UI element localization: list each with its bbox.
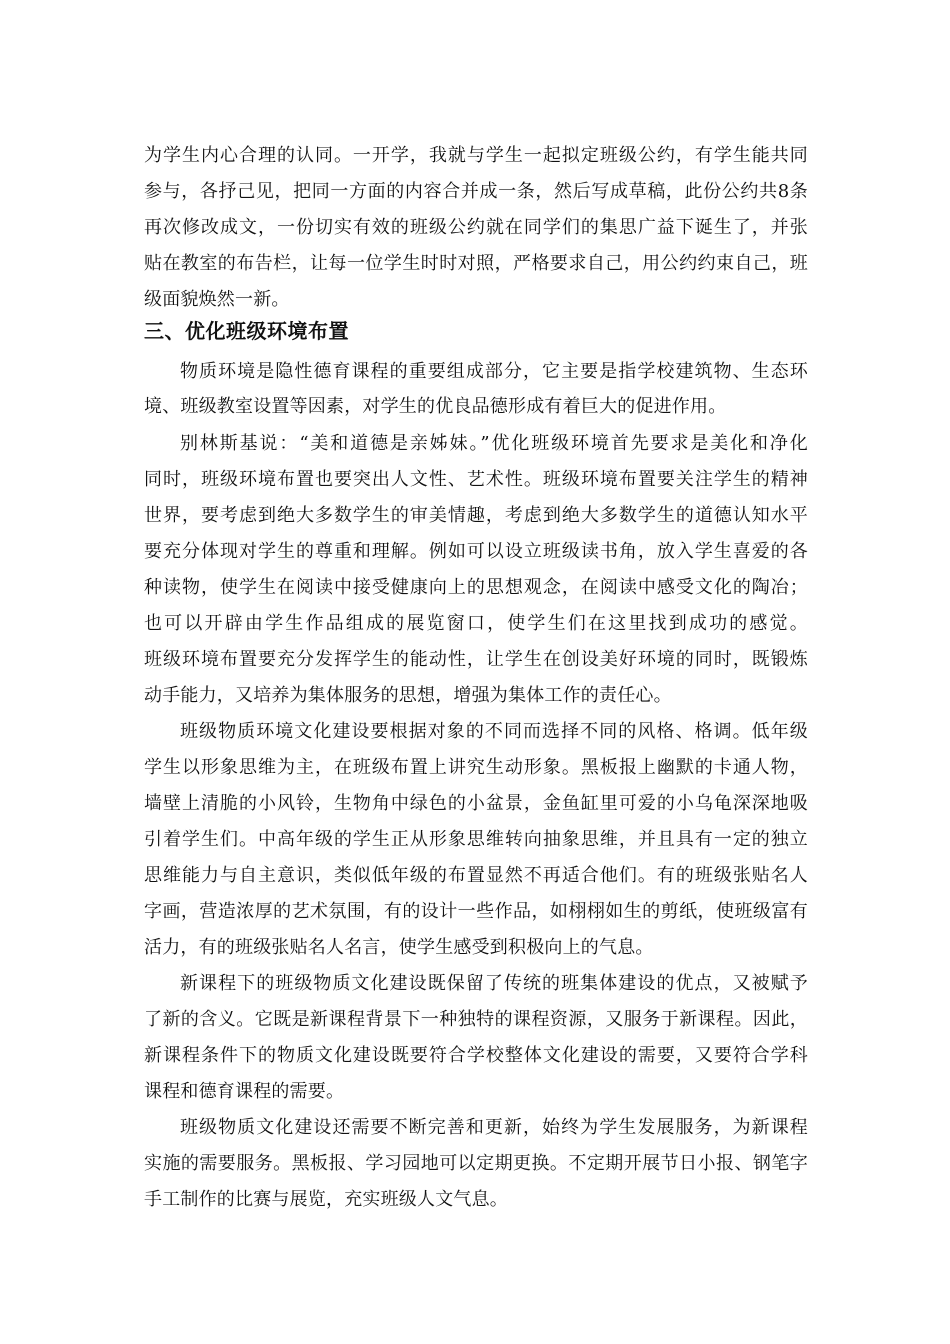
- text-line: 字画，营造浓厚的艺术氛围，有的设计一些作品，如栩栩如生的剪纸，使班级富有: [144, 901, 808, 922]
- section-heading: 三、优化班级环境布置: [144, 319, 349, 343]
- text-line: 种读物，使学生在阅读中接受健康向上的思想观念，在阅读中感受文化的陶冶；: [144, 577, 808, 598]
- text-line: 实施的需要服务。黑板报、学习园地可以定期更换。不定期开展节日小报、钢笔字: [144, 1153, 808, 1174]
- text-line: 贴在教室的布告栏，让每一位学生时时对照，严格要求自己，用公约约束自己，班: [144, 253, 808, 274]
- text-line: 级面貌焕然一新。: [144, 289, 290, 310]
- text-line: 物质环境是隐性德育课程的重要组成部分，它主要是指学校建筑物、生态环: [180, 361, 808, 382]
- text-line: 班级物质环境文化建设要根据对象的不同而选择不同的风格、格调。低年级: [180, 721, 808, 742]
- text-line: 新课程下的班级物质文化建设既保留了传统的班集体建设的优点，又被赋予: [180, 973, 808, 994]
- text-line: 新课程条件下的物质文化建设既要符合学校整体文化建设的需要，又要符合学科: [144, 1045, 808, 1066]
- text-line: 墙壁上清脆的小风铃，生物角中绿色的小盆景，金鱼缸里可爱的小乌龟深深地吸: [144, 793, 808, 814]
- text-line: 手工制作的比赛与展览，充实班级人文气息。: [144, 1189, 508, 1210]
- text-line: 再次修改成文，一份切实有效的班级公约就在同学们的集思广益下诞生了，并张: [144, 217, 808, 238]
- text-line: 思维能力与自主意识，类似低年级的布置显然不再适合他们。有的班级张贴名人: [144, 865, 808, 886]
- text-line: 活力，有的班级张贴名人名言，使学生感受到积极向上的气息。: [144, 937, 654, 958]
- text-line: 班级物质文化建设还需要不断完善和更新，始终为学生发展服务，为新课程: [180, 1117, 808, 1138]
- text-line: 班级环境布置要充分发挥学生的能动性，让学生在创设美好环境的同时，既锻炼: [144, 649, 808, 670]
- text-line: 同时，班级环境布置也要突出人文性、艺术性。班级环境布置要关注学生的精神: [144, 469, 808, 490]
- text-line: 了新的含义。它既是新课程背景下一种独特的课程资源，又服务于新课程。因此，: [144, 1009, 808, 1030]
- text-line: 参与，各抒己见，把同一方面的内容合并成一条，然后写成草稿，此份公约共8条: [144, 181, 808, 202]
- text-line: 境、班级教室设置等因素，对学生的优良品德形成有着巨大的促进作用。: [144, 396, 727, 417]
- text-line: 也可以开辟由学生作品组成的展览窗口，使学生们在这里找到成功的感觉。: [144, 613, 808, 634]
- text-line: 动手能力，又培养为集体服务的思想，增强为集体工作的责任心。: [144, 685, 672, 706]
- text-line: 为学生内心合理的认同。一开学，我就与学生一起拟定班级公约，有学生能共同: [144, 145, 808, 166]
- text-line: 学生以形象思维为主，在班级布置上讲究生动形象。黑板报上幽默的卡通人物，: [144, 757, 808, 778]
- text-line: 别林斯基说：“美和道德是亲姊妹。”优化班级环境首先要求是美化和净化: [180, 433, 808, 454]
- text-line: 世界，要考虑到绝大多数学生的审美情趣，考虑到绝大多数学生的道德认知水平: [144, 505, 808, 526]
- text-line: 要充分体现对学生的尊重和理解。例如可以设立班级读书角，放入学生喜爱的各: [144, 541, 808, 562]
- text-line: 引着学生们。中高年级的学生正从形象思维转向抽象思维，并且具有一定的独立: [144, 829, 808, 850]
- text-line: 课程和德育课程的需要。: [144, 1081, 345, 1102]
